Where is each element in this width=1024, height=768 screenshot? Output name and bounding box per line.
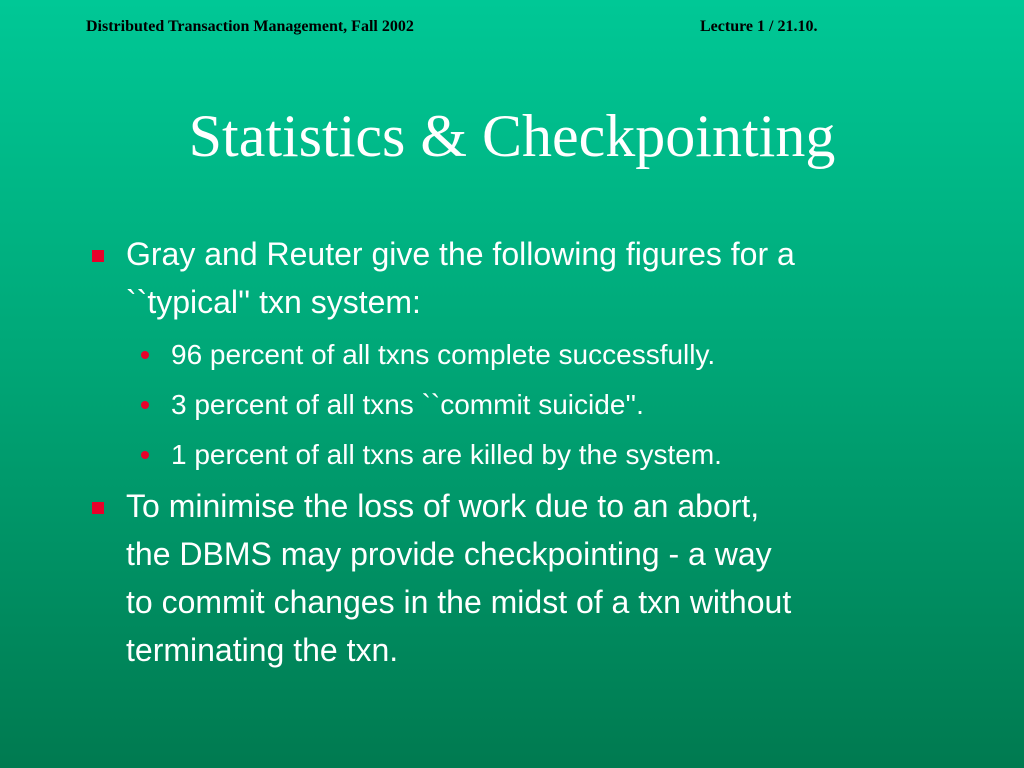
- header-course: Distributed Transaction Management, Fall 2002: [86, 18, 414, 35]
- subitem-2: 3 percent of all txns ``commit suicide''.: [171, 389, 644, 420]
- bullet-1-line-1: Gray and Reuter give the following figures for a: [126, 236, 795, 272]
- red-square-bullet-icon: [92, 250, 104, 262]
- bullet-2-line-1: To minimise the loss of work due to an abort,: [126, 488, 760, 524]
- red-dot-bullet-icon: [141, 351, 149, 359]
- red-square-bullet-icon: [92, 502, 104, 514]
- red-dot-bullet-icon: [141, 451, 149, 459]
- subitem-1: 96 percent of all txns complete successfully.: [171, 339, 716, 370]
- bullet-2-line-3: to commit changes in the midst of a txn without: [126, 584, 792, 620]
- header-lecture: Lecture 1 / 21.10.: [700, 18, 818, 35]
- bullet-2-line-4: terminating the txn.: [126, 632, 399, 668]
- red-dot-bullet-icon: [141, 401, 149, 409]
- bullet-2-line-2: the DBMS may provide checkpointing - a way: [126, 536, 772, 572]
- subitem-3: 1 percent of all txns are killed by the system.: [171, 439, 722, 470]
- slide-title: Statistics & Checkpointing: [188, 103, 836, 169]
- bullet-1-line-2: ``typical'' txn system:: [126, 284, 421, 320]
